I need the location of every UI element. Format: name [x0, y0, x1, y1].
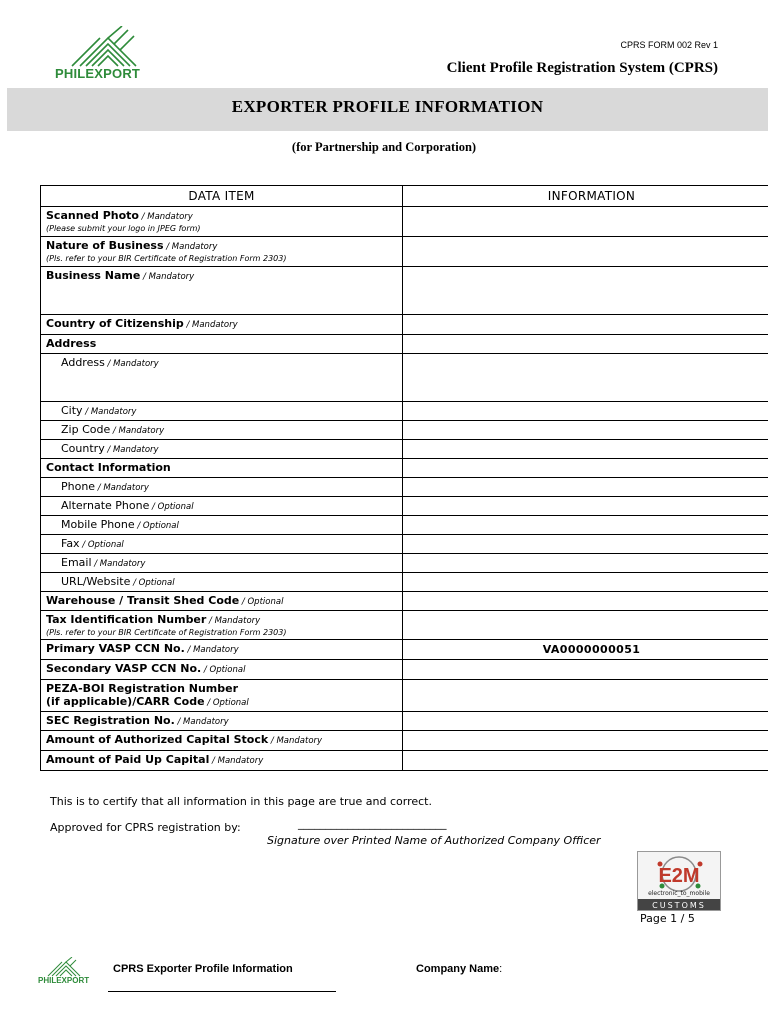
table-row	[41, 712, 768, 731]
e2m-logo-text: E2M	[658, 865, 700, 887]
table-row	[41, 354, 768, 402]
bottom-logo-text: PHILEXPORT	[38, 976, 90, 985]
table-row	[41, 640, 768, 660]
information-cell[interactable]	[403, 421, 768, 440]
information-cell[interactable]	[403, 237, 768, 267]
data-item-cell: Phone / Mandatory	[41, 478, 403, 497]
data-item-cell: PEZA-BOI Registration Number (if applicable)/CARR Code / Optional	[41, 680, 403, 712]
page-subtitle: (for Partnership and Corporation)	[291, 140, 477, 154]
company-name-colon: :	[499, 963, 503, 975]
information-cell[interactable]	[403, 354, 768, 402]
information-cell[interactable]	[403, 660, 768, 680]
logo-text: PHILEXPORT	[55, 66, 141, 81]
section-heading-contact: Contact Information	[41, 459, 403, 478]
table-row	[41, 660, 768, 680]
table-row	[41, 680, 768, 712]
e2m-customs-text: CUSTOMS	[652, 901, 706, 910]
table-row	[41, 207, 768, 237]
system-title: Client Profile Registration System (CPRS)	[446, 60, 718, 76]
page-title: EXPORTER PROFILE INFORMATION	[231, 97, 544, 116]
table-row	[41, 237, 768, 267]
footer-company-name	[416, 963, 502, 975]
section-heading-address: Address	[41, 335, 403, 354]
information-cell[interactable]	[403, 611, 768, 640]
information-cell[interactable]	[403, 402, 768, 421]
information-cell[interactable]	[403, 207, 768, 237]
exporter-profile-table	[40, 185, 768, 771]
table-row	[41, 315, 768, 335]
data-item-cell: Mobile Phone / Optional	[41, 516, 403, 535]
table-row	[41, 478, 768, 497]
data-item-cell: Tax Identification Number / Mandatory (Pls. refer to your BIR Certificate of Registration Form 2303)	[41, 611, 403, 640]
column-header-data-item: DATA ITEM	[41, 186, 403, 207]
page-number: Page 1 / 5	[640, 912, 695, 925]
data-item-cell: Amount of Paid Up Capital / Mandatory	[41, 751, 403, 771]
title-bar	[7, 88, 768, 131]
signature-line[interactable]: ___________________________	[298, 817, 447, 830]
information-cell[interactable]	[403, 478, 768, 497]
information-cell[interactable]	[403, 535, 768, 554]
philexport-small-logo-icon	[38, 957, 90, 977]
information-cell[interactable]	[403, 592, 768, 611]
table-row	[41, 459, 768, 478]
table-row	[41, 267, 768, 315]
information-cell[interactable]	[403, 315, 768, 335]
footer-underline	[108, 991, 336, 992]
table-row	[41, 611, 768, 640]
table-row	[41, 554, 768, 573]
information-cell[interactable]	[403, 516, 768, 535]
approved-by-label: Approved for CPRS registration by:	[50, 821, 241, 834]
data-item-cell: URL/Website / Optional	[41, 573, 403, 592]
table-row	[41, 402, 768, 421]
information-cell	[403, 459, 768, 478]
data-item-cell: SEC Registration No. / Mandatory	[41, 712, 403, 731]
data-item-cell: Country / Mandatory	[41, 440, 403, 459]
table-row	[41, 573, 768, 592]
e2m-logo-icon	[638, 852, 720, 910]
philexport-logo-icon	[50, 26, 150, 68]
information-cell[interactable]	[403, 267, 768, 315]
data-item-cell: Address / Mandatory	[41, 354, 403, 402]
data-item-cell: Scanned Photo / Mandatory (Please submit your logo in JPEG form)	[41, 207, 403, 237]
table-row	[41, 335, 768, 354]
data-item-cell: Amount of Authorized Capital Stock / Mandatory	[41, 731, 403, 751]
information-cell	[403, 335, 768, 354]
table-row	[41, 440, 768, 459]
information-cell[interactable]	[403, 712, 768, 731]
certification-statement: This is to certify that all information in this page are true and correct.	[50, 795, 432, 808]
e2m-sub-text: electronic_to_mobile	[648, 890, 710, 897]
data-item-cell: Country of Citizenship / Mandatory	[41, 315, 403, 335]
data-item-cell: City / Mandatory	[41, 402, 403, 421]
information-cell[interactable]	[403, 440, 768, 459]
information-cell[interactable]	[403, 731, 768, 751]
data-item-cell: Business Name / Mandatory	[41, 267, 403, 315]
data-item-cell: Zip Code / Mandatory	[41, 421, 403, 440]
information-cell[interactable]	[403, 680, 768, 712]
signature-caption: Signature over Printed Name of Authorized Company Officer	[267, 834, 601, 847]
e2m-customs-badge	[637, 851, 721, 911]
form-code: CPRS FORM 002 Rev 1	[620, 40, 718, 50]
column-header-information: INFORMATION	[403, 186, 768, 207]
data-item-cell: Primary VASP CCN No. / Mandatory	[41, 640, 403, 660]
table-row	[41, 731, 768, 751]
table-row	[41, 421, 768, 440]
information-cell[interactable]	[403, 573, 768, 592]
data-item-cell: Alternate Phone / Optional	[41, 497, 403, 516]
table-row	[41, 497, 768, 516]
information-cell[interactable]	[403, 751, 768, 771]
data-item-cell: Warehouse / Transit Shed Code / Optional	[41, 592, 403, 611]
company-name-label: Company Name	[416, 963, 500, 975]
data-item-cell: Nature of Business / Mandatory (Pls. refer to your BIR Certificate of Registration Form 2303)	[41, 237, 403, 267]
data-item-cell: Fax / Optional	[41, 535, 403, 554]
primary-vasp-value[interactable]: VA0000000051	[403, 640, 768, 660]
table-header-row	[41, 186, 768, 207]
information-cell[interactable]	[403, 497, 768, 516]
information-cell[interactable]	[403, 554, 768, 573]
table-row	[41, 535, 768, 554]
table-row	[41, 751, 768, 771]
table-row	[41, 592, 768, 611]
data-item-cell: Email / Mandatory	[41, 554, 403, 573]
footer-document-title: CPRS Exporter Profile Information	[113, 963, 293, 975]
data-item-cell: Secondary VASP CCN No. / Optional	[41, 660, 403, 680]
table-row	[41, 516, 768, 535]
